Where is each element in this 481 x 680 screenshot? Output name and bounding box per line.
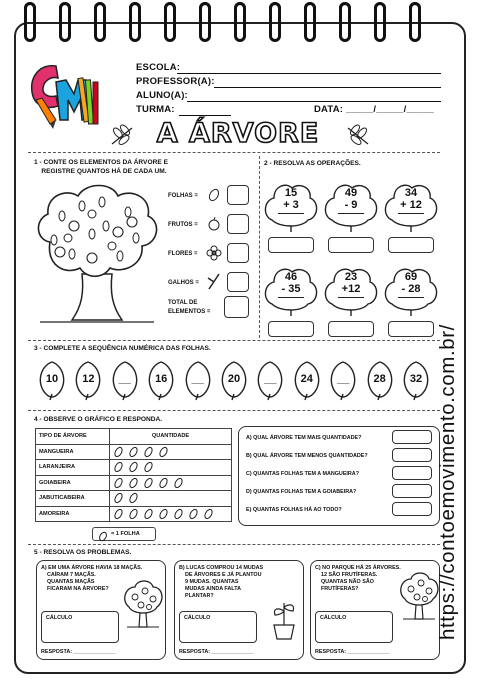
teacher-input-line[interactable] xyxy=(214,87,441,88)
watermark-url: https://contoemovimento.com.br/ xyxy=(436,324,459,640)
leaf-count-cell xyxy=(110,475,232,491)
section4-title: 4 - OBSERVE O GRÁFICO E RESPONDA. xyxy=(34,416,163,423)
operand-top: 23 xyxy=(344,271,358,283)
class-label: TURMA: xyxy=(136,104,175,115)
sequence-leaf xyxy=(289,358,325,402)
flower-icon xyxy=(206,245,222,266)
plant-pot-icon xyxy=(269,597,299,641)
sequence-value: 24 xyxy=(300,373,313,385)
fruit-tree-icon xyxy=(123,579,163,631)
section-divider xyxy=(28,410,440,411)
operand-bottom: - 35 xyxy=(281,283,301,295)
column-header-tree: TIPO DE ÁRVORE xyxy=(36,429,110,445)
operation-line xyxy=(338,213,364,214)
problem-text: C) NO PARQUE HÁ 25 ÁRVORES. 12 SÃO FRUTÍFERAS. QUANTAS NÃO SÃO FRUTÍFERAS? xyxy=(315,565,401,592)
leaf-count-cell xyxy=(110,506,232,522)
tree-illustration xyxy=(32,182,162,335)
operation-card xyxy=(262,182,320,258)
operand-bottom: - 28 xyxy=(401,283,421,295)
leaf-icon xyxy=(128,446,139,458)
leaf-count-cell xyxy=(110,491,232,507)
graph-question: E) QUANTAS FOLHAS HÁ AO TODO? xyxy=(246,507,342,513)
branch-decoration-icon xyxy=(110,124,136,151)
sequence-value: 20 xyxy=(227,373,241,385)
leaf-icon xyxy=(128,461,139,473)
fruit-tree-icon xyxy=(399,571,439,623)
class-input-line[interactable] xyxy=(179,115,231,116)
sequence-leaf[interactable] xyxy=(325,358,361,402)
answer-line[interactable]: RESPOSTA: ______________ xyxy=(179,649,254,655)
leaf-icon xyxy=(173,477,184,489)
operand-top: 15 xyxy=(284,187,298,199)
operation-card xyxy=(262,266,320,342)
calculation-label: CÁLCULO xyxy=(184,615,211,621)
leaf-icon xyxy=(143,477,154,489)
section-divider xyxy=(28,340,440,341)
school-input-line[interactable] xyxy=(177,73,441,74)
graph-legend xyxy=(92,527,156,541)
flowers-answer-box[interactable] xyxy=(227,243,249,263)
sequence-value: 10 xyxy=(45,373,59,385)
calculation-box[interactable] xyxy=(41,611,119,643)
operation-line xyxy=(278,213,304,214)
graph-answer-box[interactable] xyxy=(392,430,432,444)
flowers-label: FLORES = xyxy=(168,251,198,257)
tree-name: LARANJEIRA xyxy=(36,460,110,476)
problem-text: B) LUCAS COMPROU 14 MUDAS DE ÁRVORES E JÁ PLANTOU 9 MUDAS. QUANTAS MUDAS AINDA FALTA PLANTAR? xyxy=(179,565,264,599)
operation-card xyxy=(322,266,380,342)
operation-card xyxy=(322,182,380,258)
sequence-value: __ xyxy=(264,373,277,385)
leaf-count-cell xyxy=(110,444,232,460)
sequence-value: __ xyxy=(337,373,350,385)
operand-bottom: + 12 xyxy=(400,199,422,211)
fruits-label: FRUTOS = xyxy=(168,222,198,228)
leaf-icon xyxy=(113,461,124,473)
leaf-icon xyxy=(113,477,124,489)
leaves-answer-box[interactable] xyxy=(227,185,249,205)
section5-title: 5 - RESOLVA OS PROBLEMAS. xyxy=(34,549,132,556)
operation-line xyxy=(398,213,424,214)
sequence-value: __ xyxy=(118,373,131,385)
leaf-icon xyxy=(207,188,221,207)
calculation-label: CÁLCULO xyxy=(320,615,347,621)
operand-top: 49 xyxy=(344,187,358,199)
calculation-label: CÁLCULO xyxy=(46,615,73,621)
sequence-leaf xyxy=(398,358,434,402)
graph-question: A) QUAL ÁRVORE TEM MAIS QUANTIDADE? xyxy=(246,435,362,441)
problem-text: A) EM UMA ÁRVORE HAVIA 18 MAÇÃS. CAÍRAM 7 MAÇÃS. QUANTAS MAÇÃS FICARAM NA ÁRVORE? xyxy=(41,565,143,592)
leaf-icon xyxy=(128,477,139,489)
leaf-icon xyxy=(203,508,214,520)
result-answer-box[interactable] xyxy=(268,321,314,337)
result-answer-box[interactable] xyxy=(268,237,314,253)
column-divider xyxy=(259,156,260,338)
page-title: A ÁRVORE xyxy=(156,118,320,149)
sequence-leaf xyxy=(362,358,398,402)
result-answer-box[interactable] xyxy=(328,237,374,253)
operand-bottom: + 3 xyxy=(283,199,299,211)
leaves-label: FOLHAS = xyxy=(168,193,198,199)
sequence-leaf[interactable] xyxy=(180,358,216,402)
answer-line[interactable]: RESPOSTA: ______________ xyxy=(41,649,116,655)
operand-top: 34 xyxy=(404,187,418,199)
leaf-icon xyxy=(158,477,169,489)
student-input-line[interactable] xyxy=(187,101,441,102)
leaf-count-cell xyxy=(110,460,232,476)
leaf-icon xyxy=(128,508,139,520)
section-divider xyxy=(28,544,440,545)
graph-answer-box[interactable] xyxy=(392,466,432,480)
result-answer-box[interactable] xyxy=(388,321,434,337)
date-label: DATA: _____/_____/_____ xyxy=(314,104,434,115)
leaf-icon xyxy=(188,508,199,520)
total-label-1: TOTAL DE xyxy=(168,300,198,306)
section1-title: 1 - CONTE OS ELEMENTOS DA ÁRVORE E REGISTRE QUANTOS HÁ DE CADA UM. xyxy=(34,159,168,175)
result-answer-box[interactable] xyxy=(328,321,374,337)
word-problem-card xyxy=(310,560,440,660)
leaf-icon xyxy=(143,508,154,520)
graph-question: D) QUANTAS FOLHAS TEM A GOIABEIRA? xyxy=(246,489,357,495)
leaf-icon xyxy=(128,492,139,504)
leaf-icon xyxy=(158,508,169,520)
sequence-value: __ xyxy=(191,373,204,385)
leaf-graph-table xyxy=(35,428,232,522)
apple-icon xyxy=(207,217,221,236)
operand-top: 46 xyxy=(284,271,298,283)
column-header-quantity: QUANTIDADE xyxy=(110,429,232,445)
sequence-value: 16 xyxy=(155,373,168,385)
sequence-leaf xyxy=(70,358,106,402)
fruits-answer-box[interactable] xyxy=(227,214,249,234)
word-problem-card xyxy=(174,560,304,660)
leaf-icon xyxy=(158,446,169,458)
section-divider xyxy=(28,152,440,153)
operation-line xyxy=(278,297,304,298)
answer-line[interactable]: RESPOSTA: ______________ xyxy=(315,649,390,655)
operand-bottom: +12 xyxy=(341,283,361,295)
sequence-leaf xyxy=(143,358,179,402)
sequence-value: 32 xyxy=(409,373,423,385)
calculation-box[interactable] xyxy=(179,611,257,643)
branch-icon xyxy=(206,272,222,295)
legend-label: = 1 FOLHA xyxy=(111,531,140,537)
sequence-leaf xyxy=(216,358,252,402)
sequence-leaf xyxy=(34,358,70,402)
operand-bottom: - 9 xyxy=(344,199,358,211)
graph-answer-box[interactable] xyxy=(392,484,432,498)
section2-title: 2 - RESOLVA AS OPERAÇÕES. xyxy=(264,160,361,167)
leaf-icon xyxy=(173,508,184,520)
tree-name: AMOREIRA xyxy=(36,506,110,522)
operand-top: 69 xyxy=(404,271,418,283)
branches-label: GALHOS = xyxy=(168,280,199,286)
leaf-icon xyxy=(113,446,124,458)
tree-name: MANGUEIRA xyxy=(36,444,110,460)
logo xyxy=(26,60,104,130)
operation-card xyxy=(382,182,440,258)
section3-title: 3 - COMPLETE A SEQUÊNCIA NUMÉRICA DAS FOLHAS. xyxy=(34,345,211,352)
total-answer-box[interactable] xyxy=(224,296,249,318)
sequence-leaf[interactable] xyxy=(252,358,288,402)
tree-name: GOIABEIRA xyxy=(36,475,110,491)
school-label: ESCOLA: xyxy=(136,62,181,73)
graph-answer-box[interactable] xyxy=(392,502,432,516)
tree-name: JABUTICABEIRA xyxy=(36,491,110,507)
graph-answer-box[interactable] xyxy=(392,448,432,462)
total-label-2: ELEMENTOS = xyxy=(168,309,211,315)
operation-line xyxy=(338,297,364,298)
word-problem-card xyxy=(36,560,166,660)
leaf-icon xyxy=(143,446,154,458)
student-label: ALUNO(A): xyxy=(136,90,188,101)
teacher-label: PROFESSOR(A): xyxy=(136,76,215,87)
result-answer-box[interactable] xyxy=(388,237,434,253)
leaf-icon xyxy=(113,492,124,504)
calculation-box[interactable] xyxy=(315,611,393,643)
operation-line xyxy=(398,297,424,298)
graph-question: C) QUANTAS FOLHAS TEM A MANGUEIRA? xyxy=(246,471,359,477)
graph-question: B) QUAL ÁRVORE TEM MENOS QUANTIDADE? xyxy=(246,453,368,459)
branch-decoration-icon xyxy=(344,124,370,151)
leaf-icon xyxy=(143,461,154,473)
sequence-value: 12 xyxy=(82,373,95,385)
leaf-icon xyxy=(113,508,124,520)
sequence-leaf[interactable] xyxy=(107,358,143,402)
operation-card xyxy=(382,266,440,342)
branches-answer-box[interactable] xyxy=(227,272,249,292)
sequence-value: 28 xyxy=(373,373,386,385)
